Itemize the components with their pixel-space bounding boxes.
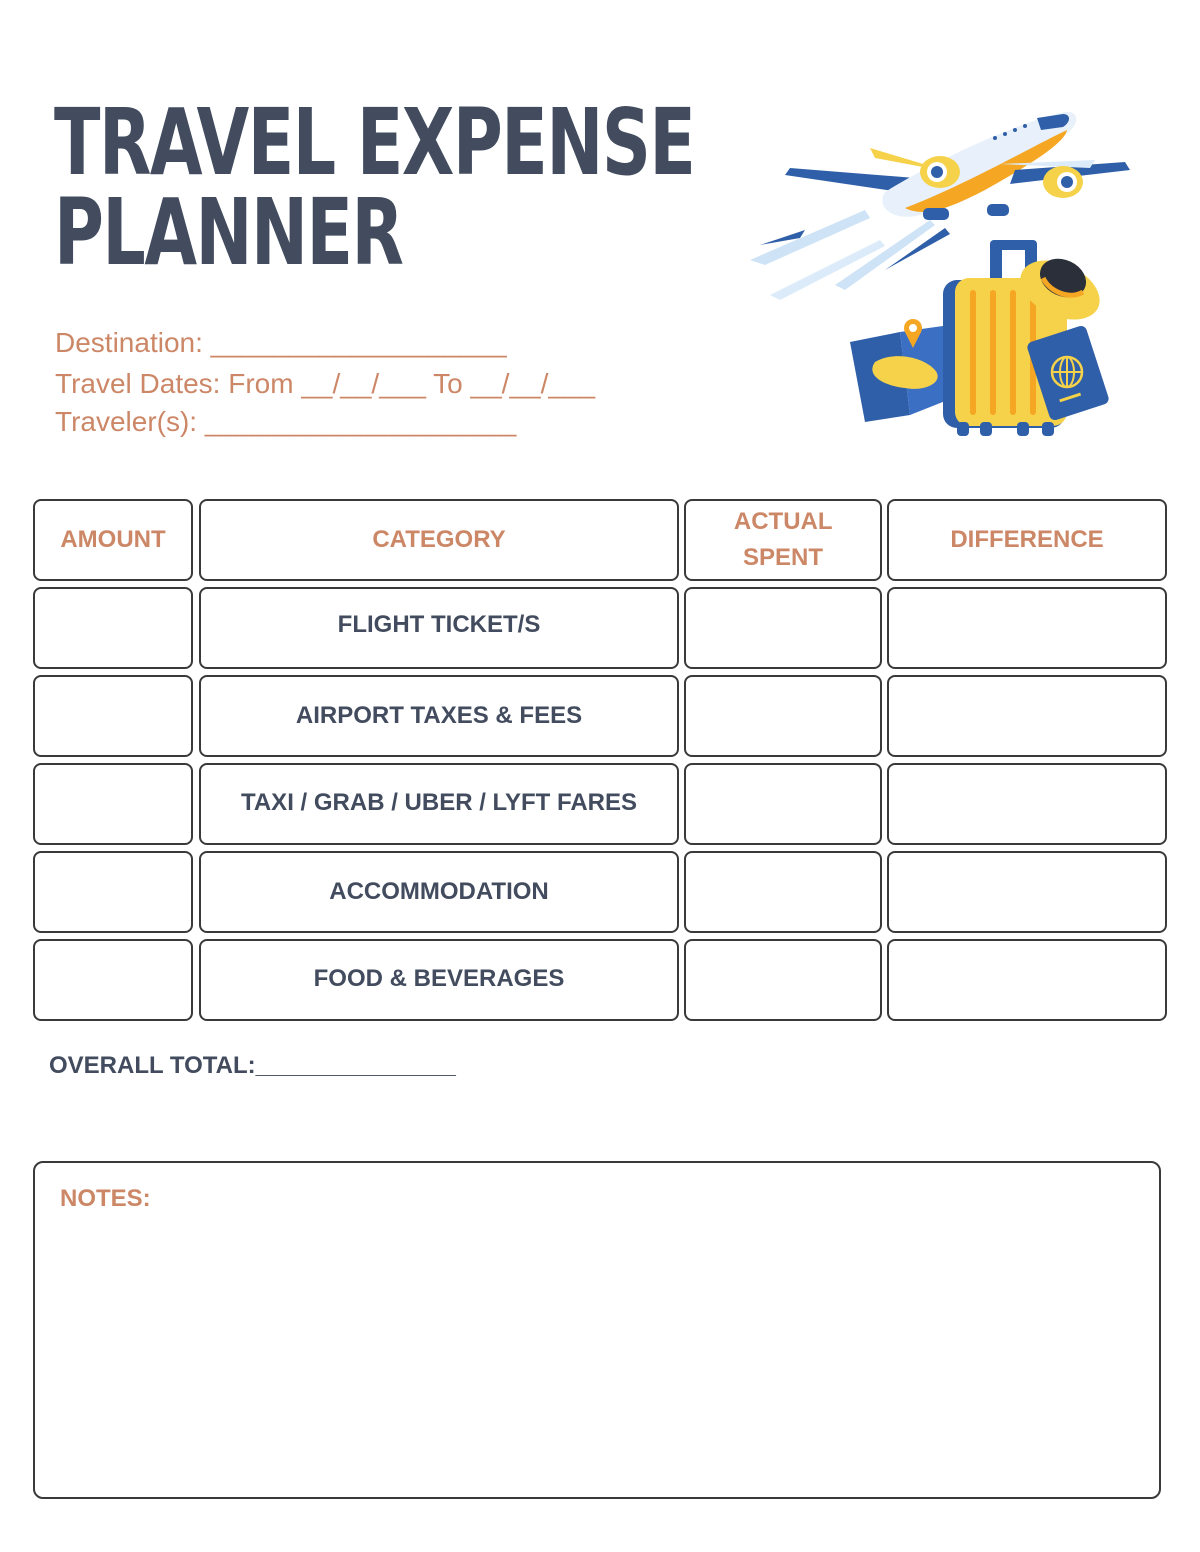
title-line-1: TRAVEL EXPENSE <box>54 89 695 196</box>
category-cell-food: FOOD & BEVERAGES <box>199 939 679 1021</box>
title-line-2: PLANNER <box>54 179 403 286</box>
difference-cell-food[interactable] <box>887 939 1167 1021</box>
category-cell-taxi: TAXI / GRAB / UBER / LYFT FARES <box>199 763 679 845</box>
actual-cell-taxi[interactable] <box>684 763 882 845</box>
notes-label: NOTES: <box>60 1185 151 1212</box>
amount-cell-airport[interactable] <box>33 675 193 757</box>
actual-cell-accommodation[interactable] <box>684 851 882 933</box>
difference-cell-flight[interactable] <box>887 587 1167 669</box>
travel-illustration <box>745 100 1135 445</box>
destination-field[interactable]: Destination: ___________________ <box>55 327 507 358</box>
difference-cell-taxi[interactable] <box>887 763 1167 845</box>
header-category: CATEGORY <box>199 499 679 581</box>
amount-cell-accommodation[interactable] <box>33 851 193 933</box>
actual-cell-flight[interactable] <box>684 587 882 669</box>
header-actual-spent: ACTUAL SPENT <box>684 499 882 581</box>
header-amount: AMOUNT <box>33 499 193 581</box>
category-cell-airport: AIRPORT TAXES & FEES <box>199 675 679 757</box>
header-difference: DIFFERENCE <box>887 499 1167 581</box>
amount-cell-food[interactable] <box>33 939 193 1021</box>
difference-cell-airport[interactable] <box>887 675 1167 757</box>
page-title <box>54 89 695 286</box>
travelers-field[interactable]: Traveler(s): ____________________ <box>55 406 517 437</box>
amount-cell-taxi[interactable] <box>33 763 193 845</box>
actual-cell-food[interactable] <box>684 939 882 1021</box>
actual-cell-airport[interactable] <box>684 675 882 757</box>
overall-total-field[interactable]: OVERALL TOTAL:_______________ <box>49 1052 456 1079</box>
travel-dates-field[interactable]: Travel Dates: From __/__/___ To __/__/___ <box>55 368 596 399</box>
amount-cell-flight[interactable] <box>33 587 193 669</box>
notes-box[interactable] <box>33 1161 1161 1499</box>
category-cell-accommodation: ACCOMMODATION <box>199 851 679 933</box>
category-cell-flight: FLIGHT TICKET/S <box>199 587 679 669</box>
difference-cell-accommodation[interactable] <box>887 851 1167 933</box>
